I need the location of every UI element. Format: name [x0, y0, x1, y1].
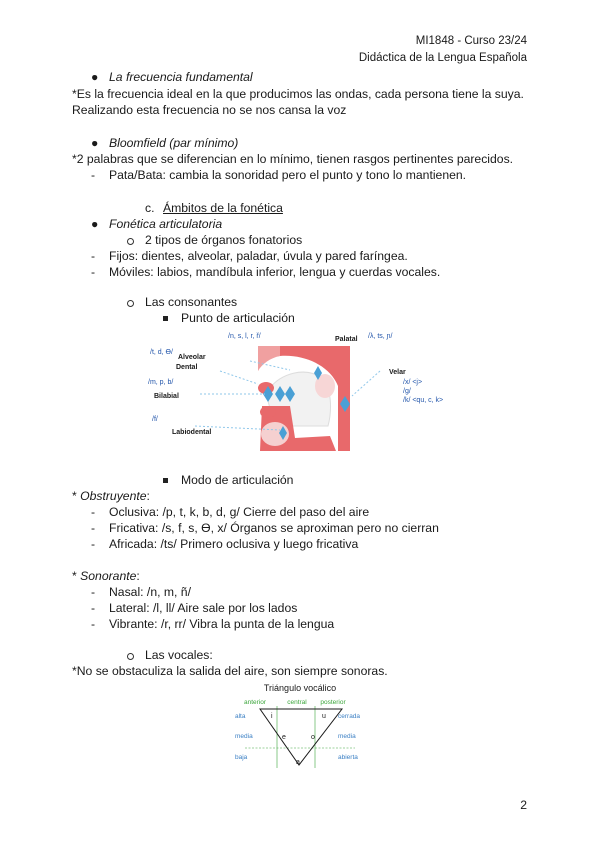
- ph-palatal: /λ, ts, ɲ/: [368, 333, 393, 340]
- ph-alveolar: /n, s, l, r, ř/: [228, 333, 261, 340]
- row-media: media: [235, 733, 253, 740]
- ph-velar2: /g/: [403, 388, 411, 395]
- punto-title: Punto de articulación: [181, 311, 295, 325]
- sonorante-heading: * Sonorante:: [72, 569, 140, 583]
- dash: -: [91, 265, 96, 279]
- frecuencia-title: La frecuencia fundamental: [109, 70, 253, 84]
- vowel-triangle-diagram: [225, 680, 375, 770]
- vowel-i: i: [271, 713, 273, 720]
- articulatoria-title: Fonética articulatoria: [109, 217, 223, 231]
- sonorante-item: Nasal: /n, m, ñ/: [109, 585, 191, 599]
- vocales-title: Las vocales:: [145, 648, 213, 662]
- articulatoria-sub1: 2 tipos de órganos fonatorios: [145, 233, 303, 247]
- bloomfield-line1: *2 palabras que se diferencian en lo mínimo, tienen rasgos pertinentes parecidos.: [72, 152, 514, 166]
- col-central: central: [287, 699, 307, 706]
- articulatoria-moviles: Móviles: labios, mandíbula inferior, lengua y cuerdas vocales.: [109, 265, 441, 279]
- row-cerrada: cerrada: [338, 713, 361, 720]
- bloomfield-title: Bloomfield (par mínimo): [109, 136, 239, 150]
- label-dental: Dental: [176, 364, 198, 371]
- circle-bullet: [127, 300, 134, 307]
- vowel-title: Triángulo vocálico: [263, 683, 337, 693]
- ph-bilabial: /m, p, b/: [148, 379, 174, 386]
- label-bilabial: Bilabial: [154, 393, 179, 400]
- square-bullet: [163, 316, 168, 321]
- label-alveolar: Alveolar: [178, 354, 206, 361]
- sonorante-item: Vibrante: /r, rr/ Vibra la punta de la lengua: [109, 617, 335, 631]
- dash: -: [91, 537, 96, 551]
- label-velar: Velar: [389, 369, 406, 376]
- vocales-line1: *No se obstaculiza la salida del aire, son siempre sonoras.: [72, 664, 388, 678]
- lip-lower: [260, 406, 276, 418]
- col-anterior: anterior: [243, 699, 267, 706]
- articulation-diagram: [140, 326, 470, 456]
- obstruyente-item: Africada: /ts/ Primero oclusiva y luego fricativa: [109, 537, 359, 551]
- header-subject: Didáctica de la Lengua Española: [358, 52, 527, 64]
- obstruyente-item: Fricativa: /s, f, s, Ɵ, x/ Órganos se aproximan pero no cierran: [109, 521, 439, 535]
- sonorante-item: Lateral: /l, ll/ Aire sale por los lados: [109, 601, 298, 615]
- vowel-a: a: [296, 759, 300, 766]
- bloomfield-item1: Pata/Bata: cambia la sonoridad pero el punto y tono lo mantienen.: [109, 168, 467, 182]
- circle-bullet: [127, 653, 134, 660]
- frecuencia-line2: Realizando esta frecuencia no se nos cansa la voz: [72, 103, 347, 117]
- row-abierta: abierta: [338, 754, 358, 761]
- articulatoria-fijos: Fijos: dientes, alveolar, paladar, úvula y pared faríngea.: [109, 249, 408, 263]
- bullet: ●: [91, 70, 99, 84]
- ambitos-marker: c.: [145, 201, 155, 215]
- ambitos-title: Ámbitos de la fonética: [163, 201, 283, 215]
- modo-title: Modo de articulación: [181, 473, 294, 487]
- row-baja: baja: [235, 754, 248, 761]
- ph-velar1: /x/ <j>: [403, 379, 423, 386]
- page-number: 2: [520, 798, 527, 812]
- dash: -: [91, 585, 96, 599]
- frecuencia-line1: *Es la frecuencia ideal en la que producimos las ondas, cada persona tiene la suya.: [72, 87, 524, 101]
- header-course: MI1848 - Curso 23/24: [415, 35, 527, 47]
- ph-dental: /t, d, Ɵ/: [150, 349, 173, 356]
- row-media-right: media: [338, 733, 356, 740]
- dash: -: [91, 249, 96, 263]
- ph-labiodental: /f/: [152, 416, 158, 423]
- ph-velar3: /k/ <qu, c, k>: [403, 397, 444, 404]
- obstruyente-item: Oclusiva: /p, t, k, b, d, g/ Cierre del paso del aire: [109, 505, 370, 519]
- obstruyente-heading: * Obstruyente:: [72, 489, 150, 503]
- label-labiodental: Labiodental: [172, 429, 212, 436]
- bullet: ●: [91, 136, 99, 150]
- col-posterior: posterior: [320, 699, 346, 706]
- row-alta: alta: [235, 713, 246, 720]
- dash: -: [91, 617, 96, 631]
- bullet: ●: [91, 217, 99, 231]
- dash: -: [91, 168, 96, 182]
- dash: -: [91, 505, 96, 519]
- dash: -: [91, 521, 96, 535]
- circle-bullet: [127, 238, 134, 245]
- obstruyente-title: Obstruyente: [80, 489, 147, 503]
- vowel-e: e: [282, 734, 286, 741]
- label-palatal: Palatal: [335, 336, 358, 343]
- vowel-u: u: [322, 713, 326, 720]
- dash: -: [91, 601, 96, 615]
- square-bullet: [163, 478, 168, 483]
- consonantes-title: Las consonantes: [145, 295, 238, 309]
- vowel-o: o: [311, 734, 315, 741]
- sonorante-title: Sonorante: [80, 569, 137, 583]
- nose-tissue: [258, 346, 280, 371]
